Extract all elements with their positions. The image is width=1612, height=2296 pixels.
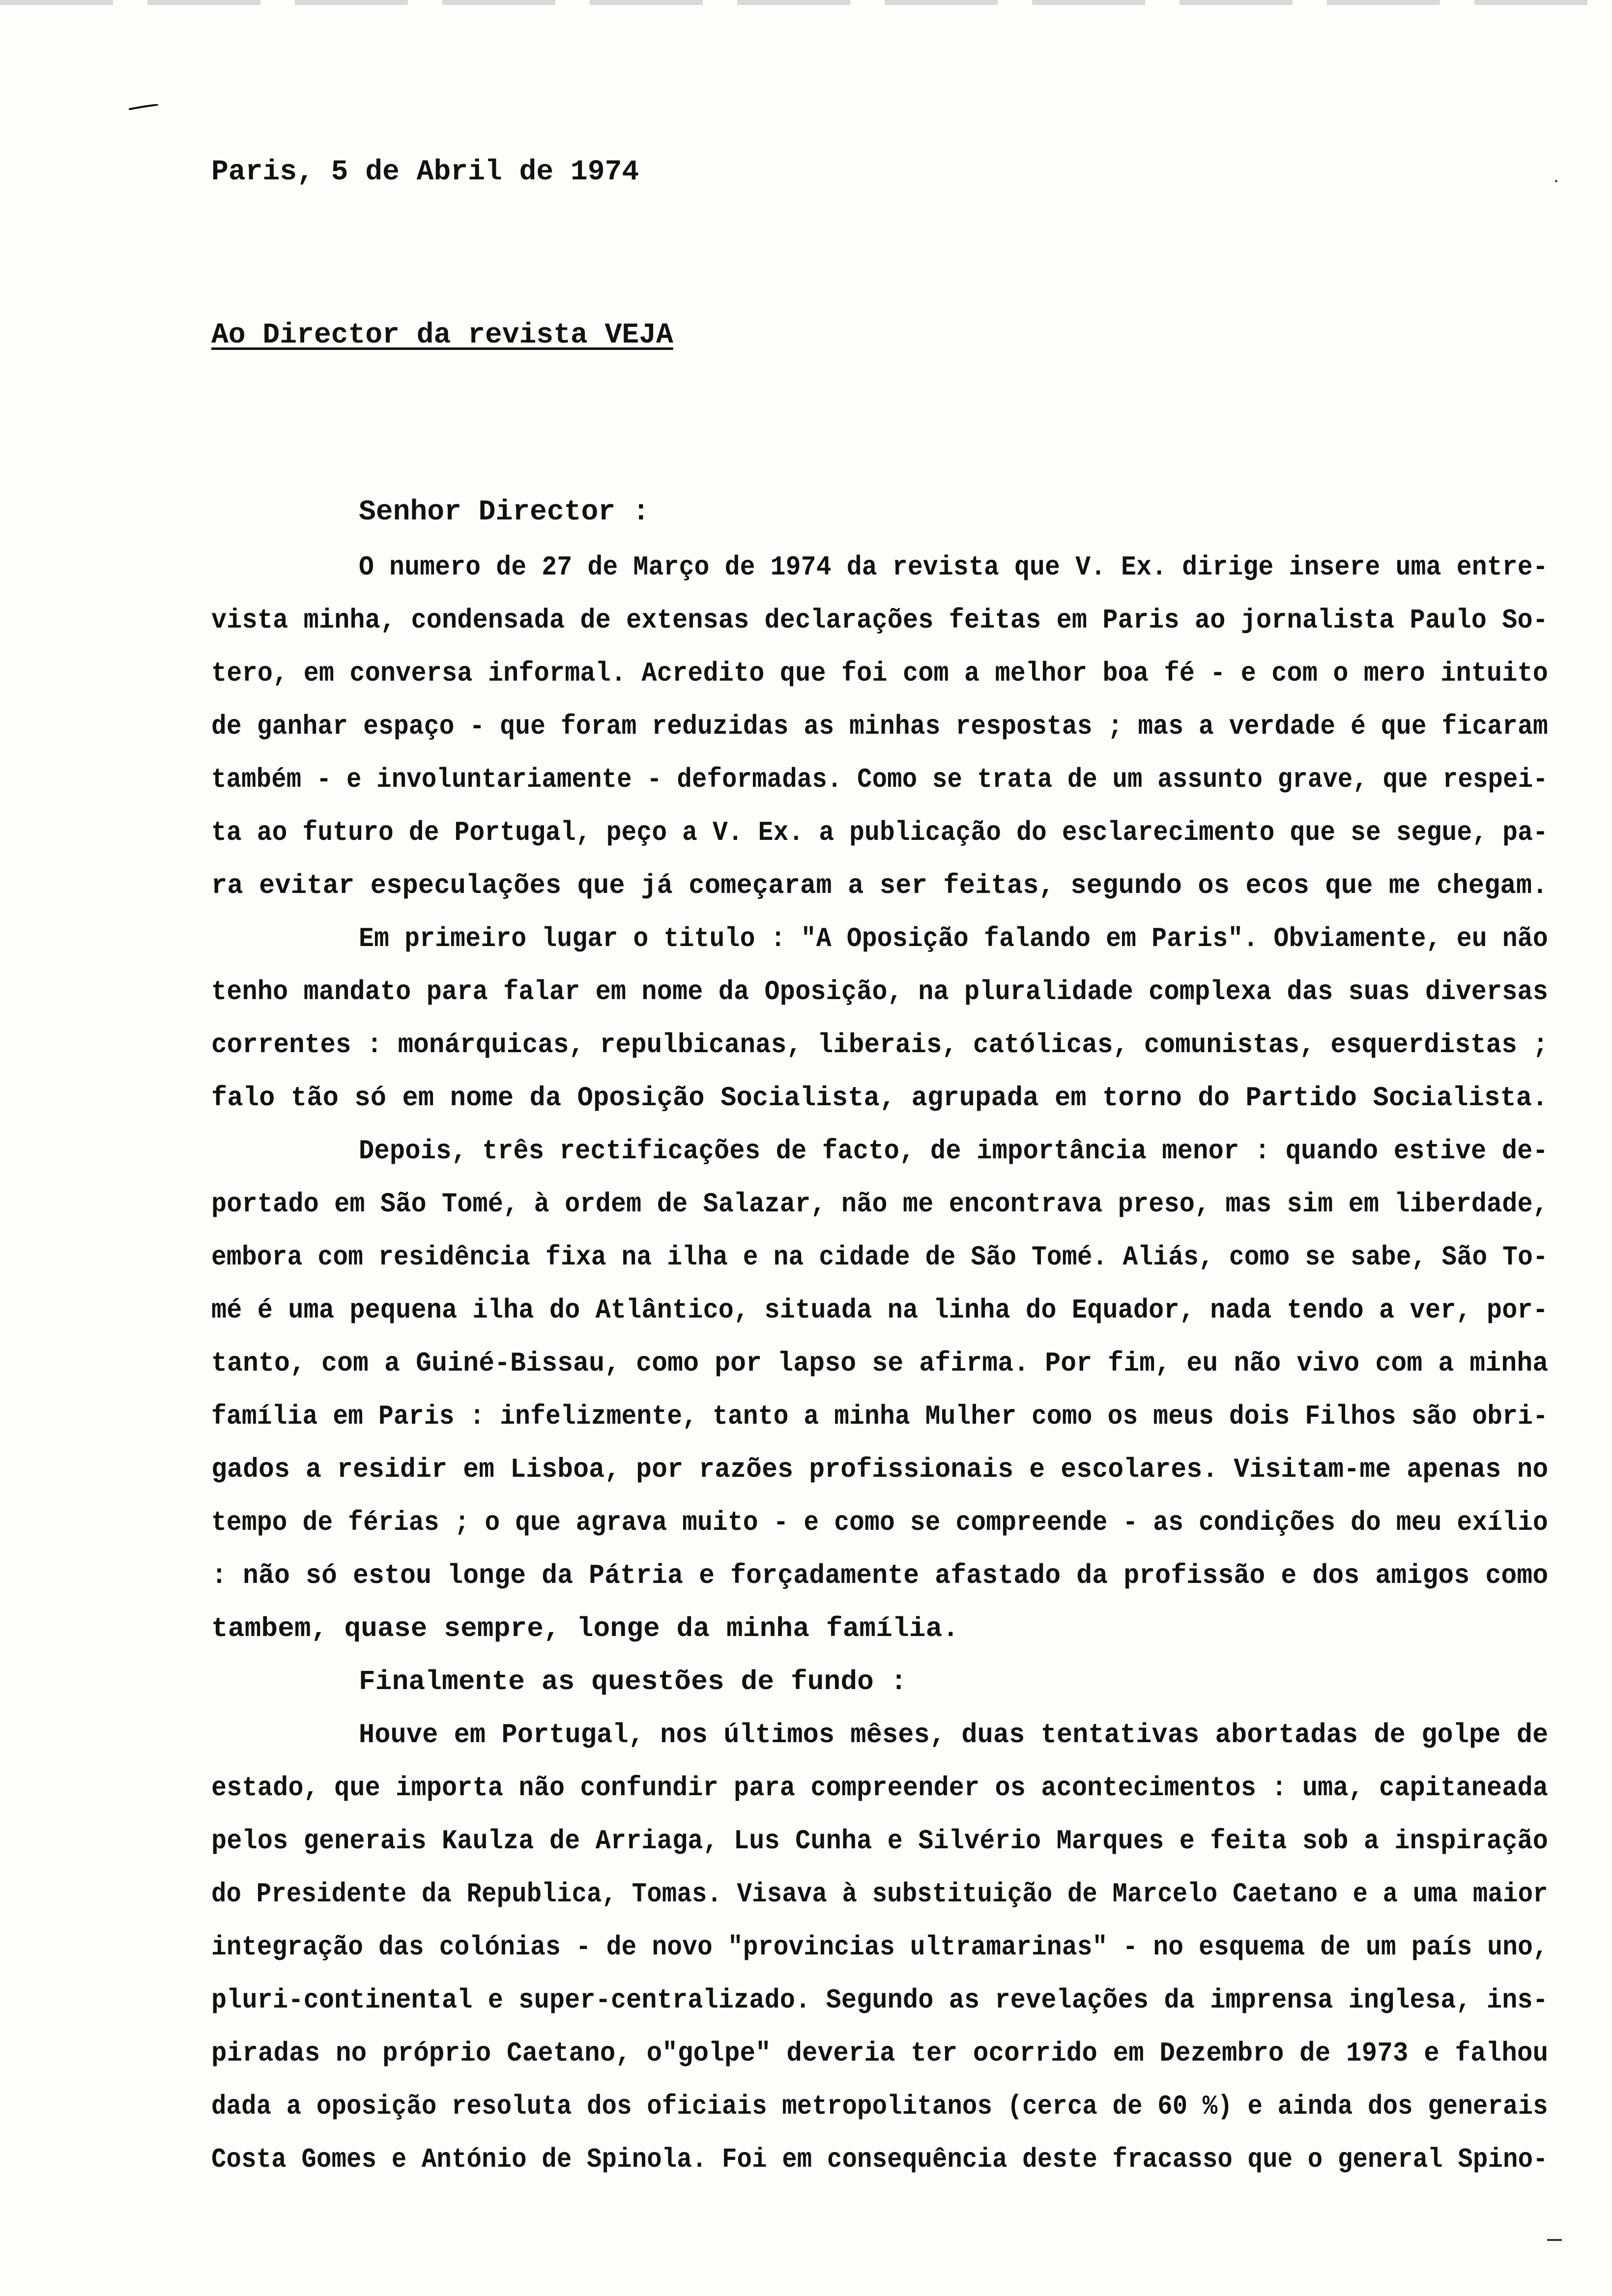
body-line: gados a residir em Lisboa, por razões profissionais e escolares. Visitam-me apenas no [211,1454,1549,1485]
body-line: também - e involuntariamente - deformadas. Como se trata de um assunto grave, que respei- [211,764,1548,795]
body-line: Depois, três rectificações de facto, de importância menor : quando estive de- [359,1135,1549,1167]
body-line: tero, em conversa informal. Acredito que foi com a melhor boa fé - e com o mero intuito [211,658,1549,689]
body-line: correntes : monárquicas, repulbicanas, liberais, católicas, comunistas, esquerdistas ; [211,1029,1549,1061]
body-line: pelos generais Kaulza de Arriaga, Lus Cunha e Silvério Marques e feita sob a inspiração [211,1825,1549,1857]
body-line: piradas no próprio Caetano, o"golpe" deveria ter ocorrido em Dezembro de 1973 e falhou [211,2038,1549,2069]
body-line: tenho mandato para falar em nome da Oposição, na pluralidade complexa das suas diversas [211,976,1549,1007]
body-line: pluri-continental e super-centralizado. Segundo as revelações da imprensa inglesa, ins- [211,1984,1549,2016]
body-line: ta ao futuro de Portugal, peço a V. Ex. a publicação do esclarecimento que se segue, pa- [211,817,1548,848]
body-line: tambem, quase sempre, longe da minha família. [211,1613,959,1644]
body-line: O numero de 27 de Março de 1974 da revista que V. Ex. dirige insere uma entre- [359,551,1548,583]
body-line: Costa Gomes e António de Spinola. Foi em consequência deste fracasso que o general Spino- [211,2144,1548,2175]
body-line: do Presidente da Republica, Tomas. Visava à substituição de Marcelo Caetano e a uma maior [211,1878,1548,1910]
letter-salutation: Senhor Director : [359,496,650,528]
body-line: : não só estou longe da Pátria e forçadamente afastado da profissão e dos amigos como [211,1560,1549,1591]
body-line: portado em São Tomé, à ordem de Salazar, não me encontrava preso, mas sim em liberdade, [211,1188,1549,1220]
body-line: vista minha, condensada de extensas declarações feitas em Paris ao jornalista Paulo So- [211,604,1549,636]
body-line: ra evitar especulações que já começaram a ser feitas, segundo os ecos que me chegam. [211,870,1548,901]
body-line: integração das colónias - de novo "provincias ultramarinas" - no esquema de um país uno, [211,1931,1548,1963]
body-line: tanto, com a Guiné-Bissau, como por lapso se afirma. Por fim, eu não vivo com a minha [211,1348,1549,1379]
body-line: Houve em Portugal, nos últimos mêses, duas tentativas abortadas de golpe de [359,1719,1549,1751]
body-line: mé é uma pequena ilha do Atlântico, situada na linha do Equador, nada tendo a ver, por- [211,1294,1549,1326]
body-line: falo tão só em nome da Oposição Socialista, agrupada em torno do Partido Socialista. [211,1082,1548,1114]
body-line: tempo de férias ; o que agrava muito - e como se compreende - as condições do meu exílio [211,1507,1548,1538]
body-line: dada a oposição resoluta dos oficiais metropolitanos (cerca de 60 %) e ainda dos generais [211,2091,1548,2122]
letter-date: Paris, 5 de Abril de 1974 [211,156,639,188]
body-line: família em Paris : infelizmente, tanto a minha Mulher como os meus dois Filhos são obri- [211,1401,1548,1432]
letter-addressee: Ao Director da revista VEJA [211,319,673,351]
body-line: estado, que importa não confundir para compreender os acontecimentos : uma, capitaneada [211,1772,1549,1804]
body-line: embora com residência fixa na ilha e na cidade de São Tomé. Aliás, como se sabe, São To- [211,1241,1548,1273]
body-line: Finalmente as questões de fundo : [359,1666,907,1697]
body-line: de ganhar espaço - que foram reduzidas as minhas respostas ; mas a verdade é que ficaram [211,711,1548,742]
body-line: Em primeiro lugar o titulo : "A Oposição falando em Paris". Obviamente, eu não [359,923,1548,954]
